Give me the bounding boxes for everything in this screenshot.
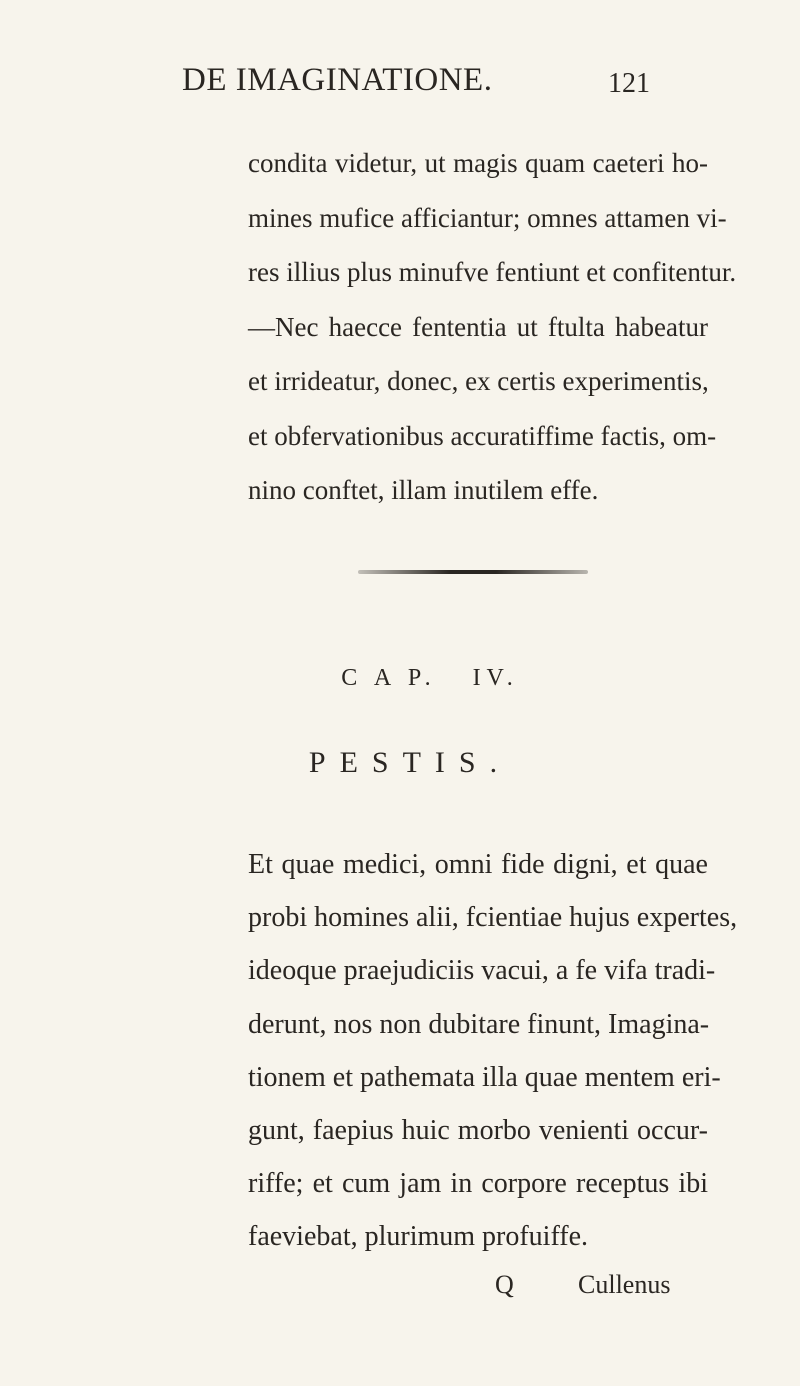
page-number: 121 bbox=[608, 68, 650, 99]
text-line: derunt, nos non dubitare finunt, Imagina- bbox=[248, 1008, 710, 1040]
text-line: Et quae medici, omni fide digni, et quae bbox=[248, 849, 708, 880]
running-head bbox=[0, 62, 800, 102]
paragraph-main bbox=[248, 838, 738, 1264]
chapter-heading bbox=[0, 665, 800, 692]
section-divider bbox=[358, 570, 588, 574]
running-head-title: DE IMAGINATIONE. bbox=[182, 62, 493, 98]
text-line: ideoque praejudiciis vacui, a fe vifa tradi- bbox=[248, 955, 716, 987]
paragraph-continuation bbox=[248, 136, 737, 518]
text-line: probi homines alii, fcientiae hujus expertes, bbox=[248, 902, 738, 934]
text-line: et obfervationibus accuratiffime factis, om- bbox=[248, 420, 717, 451]
chapter-label: C A P. IV. bbox=[341, 665, 519, 691]
text-line: gunt, faepius huic morbo venienti occur- bbox=[248, 1114, 708, 1146]
text-line: faeviebat, plurimum profuiffe. bbox=[248, 1221, 589, 1253]
text-line: res illius plus minufve fentiunt et confitentur. bbox=[248, 257, 737, 287]
text-line: et irrideatur, donec, ex certis experimentis, bbox=[248, 366, 709, 396]
text-line: nino conftet, illam inutilem effe. bbox=[248, 475, 599, 505]
text-line: —Nec haecce fententia ut ftulta habeatur bbox=[248, 311, 708, 342]
page-footer bbox=[0, 1270, 800, 1310]
text-line: mines mufice afficiantur; omnes attamen vi- bbox=[248, 202, 727, 233]
chapter-title: PESTIS. bbox=[308, 746, 512, 779]
text-line: tionem et pathemata illa quae mentem eri- bbox=[248, 1061, 721, 1093]
catchword: Cullenus bbox=[578, 1270, 671, 1299]
text-line: riffe; et cum jam in corpore receptus ibi bbox=[248, 1168, 708, 1200]
signature-mark: Q bbox=[495, 1270, 514, 1299]
text-line: condita videtur, ut magis quam caeteri ho- bbox=[248, 148, 708, 178]
